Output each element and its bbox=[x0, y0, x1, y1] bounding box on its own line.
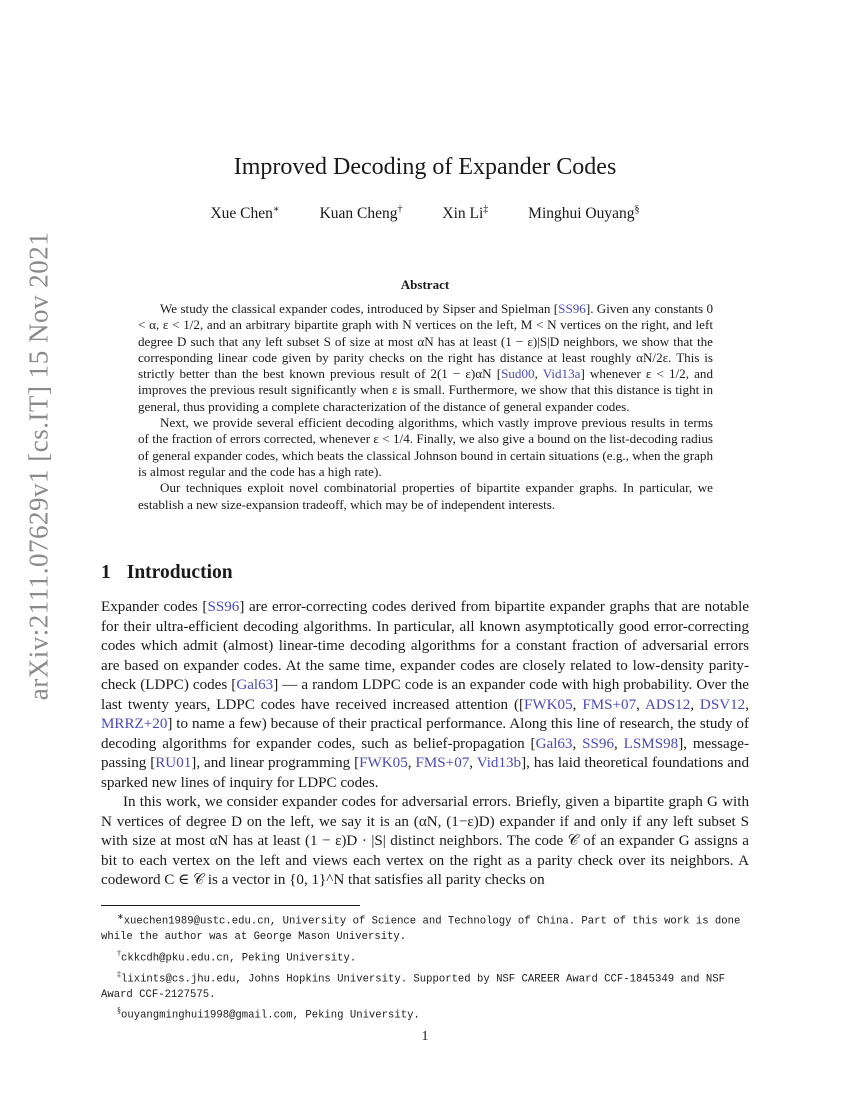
citation-link[interactable]: SS96 bbox=[558, 301, 586, 316]
author: Minghui Ouyang§ bbox=[528, 204, 640, 223]
citation-link[interactable]: LSMS98 bbox=[623, 735, 679, 752]
intro-paragraph: In this work, we consider expander codes for adversarial errors. Briefly, given a bipartite graph G with N vertices of degree D on the left, we say it is an (αN, (1−ε)D) expander if and only if any left subset S with size at most αN has at least (1 − ε)D · |S| distinct neighbors. The code 𝒞 of an expander G assigns a bit to each vertex on the left and views each vertex on the right as a parity check over its neighbors. A codeword C ∈ 𝒞 is a vector in {0, 1}^N that satisfies all parity checks on bbox=[101, 794, 749, 888]
citation-link[interactable]: FWK05 bbox=[524, 696, 573, 713]
citation-link[interactable]: Sud00 bbox=[501, 366, 535, 382]
citation-link[interactable]: MRRZ+20 bbox=[101, 716, 168, 732]
footnote: †ckkcdh@pku.edu.cn, Peking University. bbox=[117, 948, 357, 965]
citation-link[interactable]: FMS+07 bbox=[415, 755, 470, 771]
citation-link[interactable]: Gal63 bbox=[236, 677, 274, 693]
abstract-paragraph: Next, we provide several efficient decoding algorithms, which vastly improve previous results in terms of the fraction of errors corrected, whenever ε < 1/4. Finally, we also give a bound on the list-decoding radius of general expander codes, which beats the classical Johnson bound in certain situations (e.g., when the graph is almost regular and the code has a high rate). bbox=[138, 415, 713, 479]
intro-body bbox=[101, 598, 749, 891]
citation-link[interactable]: ADS12 bbox=[644, 696, 691, 713]
footnote: ∗xuechen1989@ustc.edu.cn, University of Science and Technology of China. Part of this work is done while the author was at George Mason University. bbox=[101, 912, 741, 944]
page-number: 1 bbox=[421, 1029, 429, 1044]
arxiv-id: arXiv:2111.07629v1 [cs.IT] 15 Nov 2021 bbox=[23, 231, 54, 700]
author: Kuan Cheng† bbox=[319, 204, 403, 223]
section-number: 1 bbox=[101, 562, 111, 583]
author: Xue Chen∗ bbox=[210, 204, 280, 223]
abstract-paragraph: We study the classical expander codes, introduced by Sipser and Spielman [SS96]. Given any constants 0 < α, ε < 1/2, and an arbitrary bipartite graph with N vertices on the left, M < N vertices on the right, and left degree D such that any left subset S of size at most αN has at least (1 − ε)|S|D neighbors, we show that the corresponding linear code given by parity checks on the right has distance at least roughly αN/2ε. This is strictly better than the best known previous result of 2(1 − ε)αN [Sud00, Vid13a] whenever ε < 1/2, and improves the previous result significantly when ε is small. Furthermore, we show that this distance is tight in general, thus providing a complete characterization of the distance of general expander codes. bbox=[138, 301, 713, 414]
citation-link[interactable]: Vid13a bbox=[542, 366, 581, 382]
author: Xin Li‡ bbox=[442, 204, 489, 223]
footnotes bbox=[101, 909, 749, 1024]
section-title: Introduction bbox=[126, 562, 233, 583]
arxiv-sidebar-stamp bbox=[14, 231, 64, 700]
citation-link[interactable]: RU01 bbox=[155, 755, 192, 771]
section-heading bbox=[101, 562, 233, 584]
citation-link[interactable]: SS96 bbox=[582, 735, 615, 752]
footnote: §ouyangminghui1998@gmail.com, Peking University. bbox=[117, 1006, 420, 1022]
citation-link[interactable]: DSV12 bbox=[699, 696, 746, 713]
abstract-body bbox=[138, 301, 713, 513]
citation-link[interactable]: Vid13b bbox=[476, 755, 522, 771]
abstract-paragraph: Our techniques exploit novel combinatorial properties of bipartite expander graphs. In particular, we establish a new size-expansion tradeoff, which may be of independent interests. bbox=[138, 480, 713, 512]
citation-link[interactable]: FWK05 bbox=[359, 755, 408, 771]
paper-title: Improved Decoding of Expander Codes bbox=[233, 154, 617, 180]
citation-link[interactable]: Gal63 bbox=[535, 735, 573, 752]
citation-link[interactable]: SS96 bbox=[207, 599, 240, 615]
footnote: ‡lixints@cs.jhu.edu, Johns Hopkins University. Supported by NSF CAREER Award CCF-1845349 and NSF Award CCF-2127575. bbox=[101, 969, 725, 1001]
intro-paragraph: Expander codes [SS96] are error-correcting codes derived from bipartite expander graphs that are notable for their ultra-efficient decoding algorithms. In particular, all known asymptotically good error-correcting codes which admit (almost) linear-time decoding algorithms for a constant fraction of adversarial errors are based on expander codes. At the same time, expander codes are closely related to low-density parity-check (LDPC) codes [Gal63] — a random LDPC code is an expander code with high probability. Over the last twenty years, LDPC codes have received increased attention ([FWK05, FMS+07, ADS12, DSV12, MRRZ+20] to name a few) because of their practical performance. Along this line of research, the study of decoding algorithms for expander codes, such as belief-propagation [Gal63, SS96, LSMS98], message-passing [RU01], and linear programming [FWK05, FMS+07, Vid13b], has laid theoretical foundations and sparked new lines of inquiry for LDPC codes. bbox=[101, 599, 750, 791]
abstract-heading: Abstract bbox=[400, 277, 450, 292]
citation-link[interactable]: FMS+07 bbox=[582, 696, 637, 713]
author-list bbox=[0, 204, 850, 223]
footnote-divider bbox=[101, 905, 360, 906]
